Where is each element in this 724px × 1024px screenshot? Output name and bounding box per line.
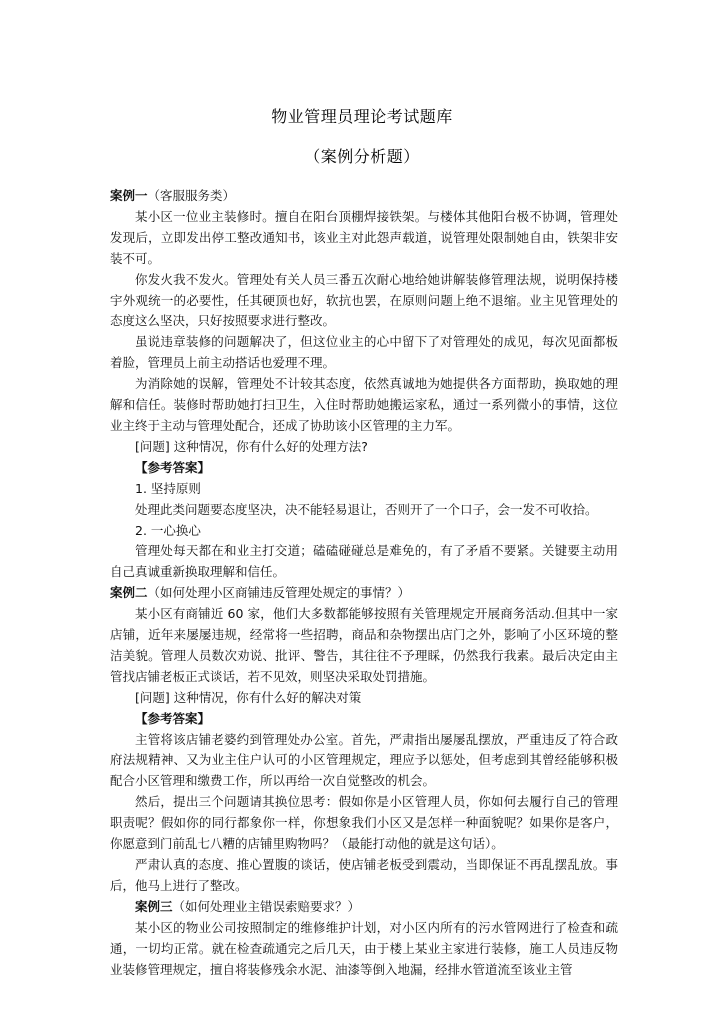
case1-paragraph: 为消除她的误解，管理处不计较其态度，依然真诚地为她提供各方面帮助，换取她的理解和信任。装修时帮助她打扫卫生，入住时帮助她搬运家私，通过一系列微小的事情，这位业主终于主动与管理处配合，还成了协助该小区管理的主力军。 — [110, 376, 618, 433]
case2-answer-label: 【参考答案】 — [135, 710, 211, 726]
case3-paragraph: 某小区的物业公司按照制定的维修维护计划，对小区内所有的污水管网进行了检查和疏通，一切均正常。就在检查疏通完之后几天，由于楼上某业主家进行装修，施工人员违反物业装修管理规定，擅自将装修残余水泥、油漆等倒入地漏，经排水管道流至该业主管 — [110, 919, 618, 977]
case1-answer-point-title: 1. 坚持原则 — [135, 480, 201, 496]
case1-answer-label: 【参考答案】 — [135, 459, 211, 475]
case2-label: 案例二 — [110, 585, 148, 601]
case2-answer-paragraph: 然后，提出三个问题请其换位思考：假如你是小区管理人员，你如何去履行自己的管理职责呢？假如你的同行都象你一样，你想象我们小区又是怎样一种面貌呢？如果你是客户，你愿意到门前乱七八糟的店铺里购物吗？（最能打动他的就是这句话）。 — [110, 794, 618, 852]
case1-paragraph: 你发火我不发火。管理处有关人员三番五次耐心地给她讲解装修管理法规，说明保持楼宇外观统一的必要性，任其硬顶也好，软抗也罢，在原则问题上绝不退缩。业主见管理处的态度这么坚决，只好按照要求进行整改。 — [110, 271, 618, 329]
document-subtitle: （案例分析题） — [304, 147, 420, 166]
document-title: 物业管理员理论考试题库 — [271, 107, 453, 126]
case1-paragraph: 虽说违章装修的问题解决了，但这位业主的心中留下了对管理处的成见，每次见面都板着脸，管理员上前主动搭话也爱理不理。 — [110, 334, 618, 371]
case2-answer-paragraph: 严肃认真的态度、推心置腹的谈话，使店铺老板受到震动，当即保证不再乱摆乱放。事后，他马上进行了整改。 — [110, 857, 618, 893]
document-body — [110, 186, 618, 980]
case1-paragraph: 某小区一位业主装修时。擅自在阳台顶棚焊接铁架。与楼体其他阳台极不协调，管理处发现后，立即发出停工整改通知书，该业主对此怨声载道，说管理处限制她自由，铁架非安装不可。 — [110, 208, 618, 266]
case2-category: （如何处理小区商铺违反管理处规定的事情？） — [147, 585, 411, 601]
case3-category: （如何处理业主错误索赔要求？） — [172, 898, 361, 914]
case1-answer-point-title: 2. 一心换心 — [135, 522, 201, 538]
case1-label: 案例一 — [110, 188, 148, 203]
case1-answer-point-text: 管理处每天都在和业主打交道；磕磕碰碰总是难免的，有了矛盾不要紧。关键要主动用自己真诚重新换取理解和信任。 — [110, 543, 618, 580]
case2-question: [问题] 这种情况，你有什么好的解决对策 — [135, 689, 362, 705]
case1-heading — [110, 186, 618, 207]
case2-heading — [110, 583, 618, 604]
case2-answer-paragraph: 主管将该店铺老婆约到管理处办公室。首先，严肃指出屡屡乱摆放，严重违反了符合政府法规精神、又为业主住户认可的小区管理规定，理应予以惩处，但考虑到其曾经能够积极配合小区管理和缴费工作，所以再给一次自觉整改的机会。 — [110, 731, 618, 789]
case3-heading — [110, 897, 618, 918]
case2-paragraph: 某小区有商铺近 60 家，他们大多数都能够按照有关管理规定开展商务活动.但其中一家店铺，近年来屡屡违规，经常将一些招聘，商品和杂物摆出店门之外，影响了小区环境的整洁美貌。管理人员数次劝说、批评、警告，其往往不予理睬，仍然我行我素。最后决定由主管找店铺老板正式谈话，若不见效，则坚决采取处罚措施。 — [110, 606, 618, 684]
case3-label: 案例三 — [135, 898, 173, 914]
case1-category: （客服服务类） — [147, 188, 236, 203]
case1-question: [问题] 这种情况，你有什么好的处理方法? — [135, 438, 368, 454]
case1-answer-point-text: 处理此类问题要态度坚决，决不能轻易退让，否则开了一个口子，会一发不可收拾。 — [135, 501, 598, 517]
